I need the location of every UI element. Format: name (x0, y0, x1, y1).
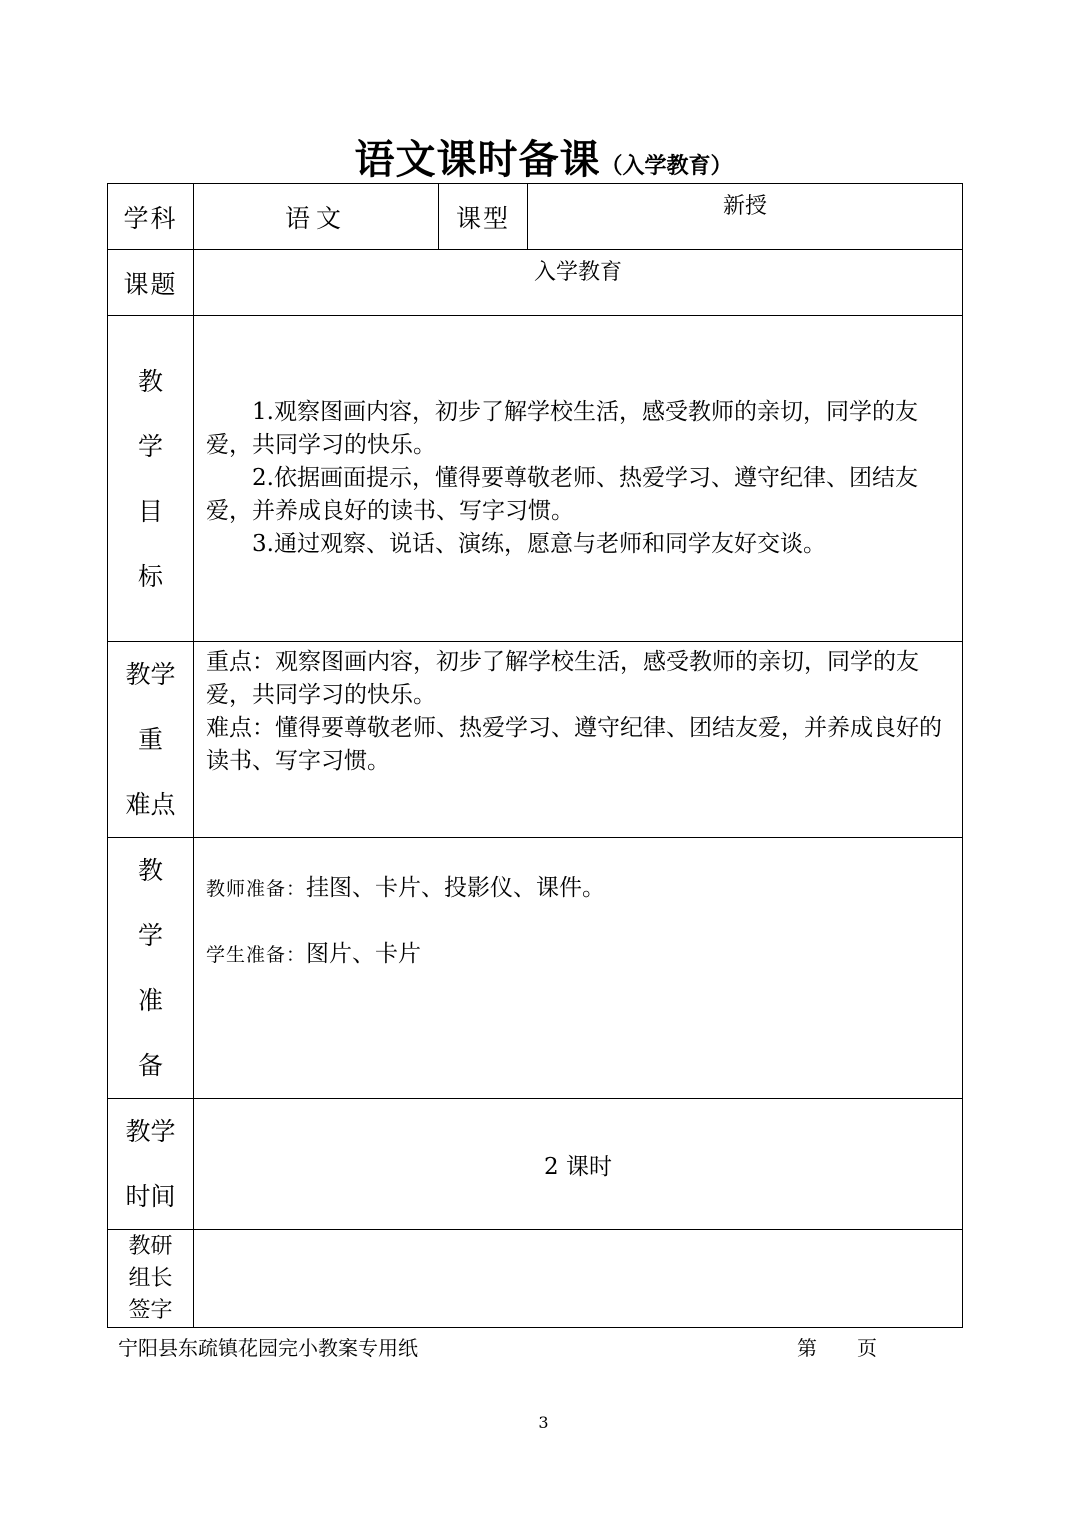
lesson-plan-table (107, 183, 963, 1328)
goals-label-char: 教 (137, 366, 163, 396)
signature-label-line: 组长 (128, 1265, 173, 1291)
student-prep (206, 938, 954, 972)
type-value: 新授 (528, 184, 963, 250)
footer-school: 宁阳县东疏镇花园完小教案专用纸 (118, 1336, 418, 1360)
row-goals (108, 316, 963, 642)
row-topic (108, 250, 963, 316)
page-number: 3 (538, 1413, 549, 1432)
row-prep (108, 838, 963, 1099)
keys-label (108, 642, 194, 838)
teacher-prep-label: 教师准备： (206, 878, 307, 900)
signature-field (194, 1230, 963, 1328)
prep-label-char: 教 (137, 856, 163, 885)
row-time (108, 1099, 963, 1230)
goal-item: 2.依据画面提示，懂得要尊敬老师、热爱学习、遵守纪律、团结友爱，并养成良好的读书、写字习惯。 (206, 465, 918, 524)
subject-label: 学科 (108, 184, 194, 250)
time-label (108, 1099, 194, 1230)
goals-label (108, 316, 194, 642)
prep-label-char: 学 (137, 921, 163, 950)
difficult-point: 难点：懂得要尊敬老师、热爱学习、遵守纪律、团结友爱，并养成良好的读书、写字习惯。 (206, 715, 942, 774)
teacher-prep (206, 872, 954, 906)
time-value: 2 课时 (194, 1099, 963, 1230)
row-subject (108, 184, 963, 250)
keys-label-line: 教学 (125, 660, 176, 689)
prep-label-char: 准 (137, 986, 163, 1015)
goal-item: 3.通过观察、说话、演练，愿意与老师和同学友好交谈。 (252, 531, 826, 557)
goals-content (194, 316, 963, 642)
title-sub: （入学教育） (600, 154, 733, 179)
student-prep-value: 图片、卡片 (306, 941, 422, 967)
topic-label: 课题 (108, 250, 194, 316)
row-signature (108, 1230, 963, 1328)
goals-label-char: 学 (137, 431, 163, 461)
footer-page-label: 第 页 (797, 1336, 877, 1360)
time-label-line: 教学 (125, 1117, 176, 1146)
keys-label-line: 重 (137, 725, 163, 754)
key-point: 重点：观察图画内容，初步了解学校生活，感受教师的亲切，同学的友爱，共同学习的快乐。 (206, 649, 919, 708)
signature-label-line: 教研 (128, 1233, 173, 1259)
page-title (0, 128, 1087, 185)
signature-label-line: 签字 (128, 1297, 173, 1323)
subject-value: 语文 (194, 184, 439, 250)
time-label-line: 时间 (125, 1182, 176, 1211)
student-prep-label: 学生准备： (206, 944, 307, 966)
type-label: 课型 (439, 184, 528, 250)
keys-label-line: 难点 (125, 790, 176, 819)
keys-content (194, 642, 963, 838)
signature-label (108, 1230, 194, 1328)
teacher-prep-value: 挂图、卡片、投影仪、课件。 (306, 875, 606, 901)
topic-value: 入学教育 (194, 250, 963, 316)
goals-label-char: 目 (137, 496, 163, 526)
title-main: 语文课时备课 (354, 137, 601, 183)
goal-item: 1.观察图画内容，初步了解学校生活，感受教师的亲切，同学的友爱，共同学习的快乐。 (206, 399, 918, 458)
row-keys (108, 642, 963, 838)
prep-label-char: 备 (137, 1051, 163, 1080)
prep-label (108, 838, 194, 1099)
prep-content (194, 838, 963, 1099)
goals-label-char: 标 (137, 561, 163, 591)
